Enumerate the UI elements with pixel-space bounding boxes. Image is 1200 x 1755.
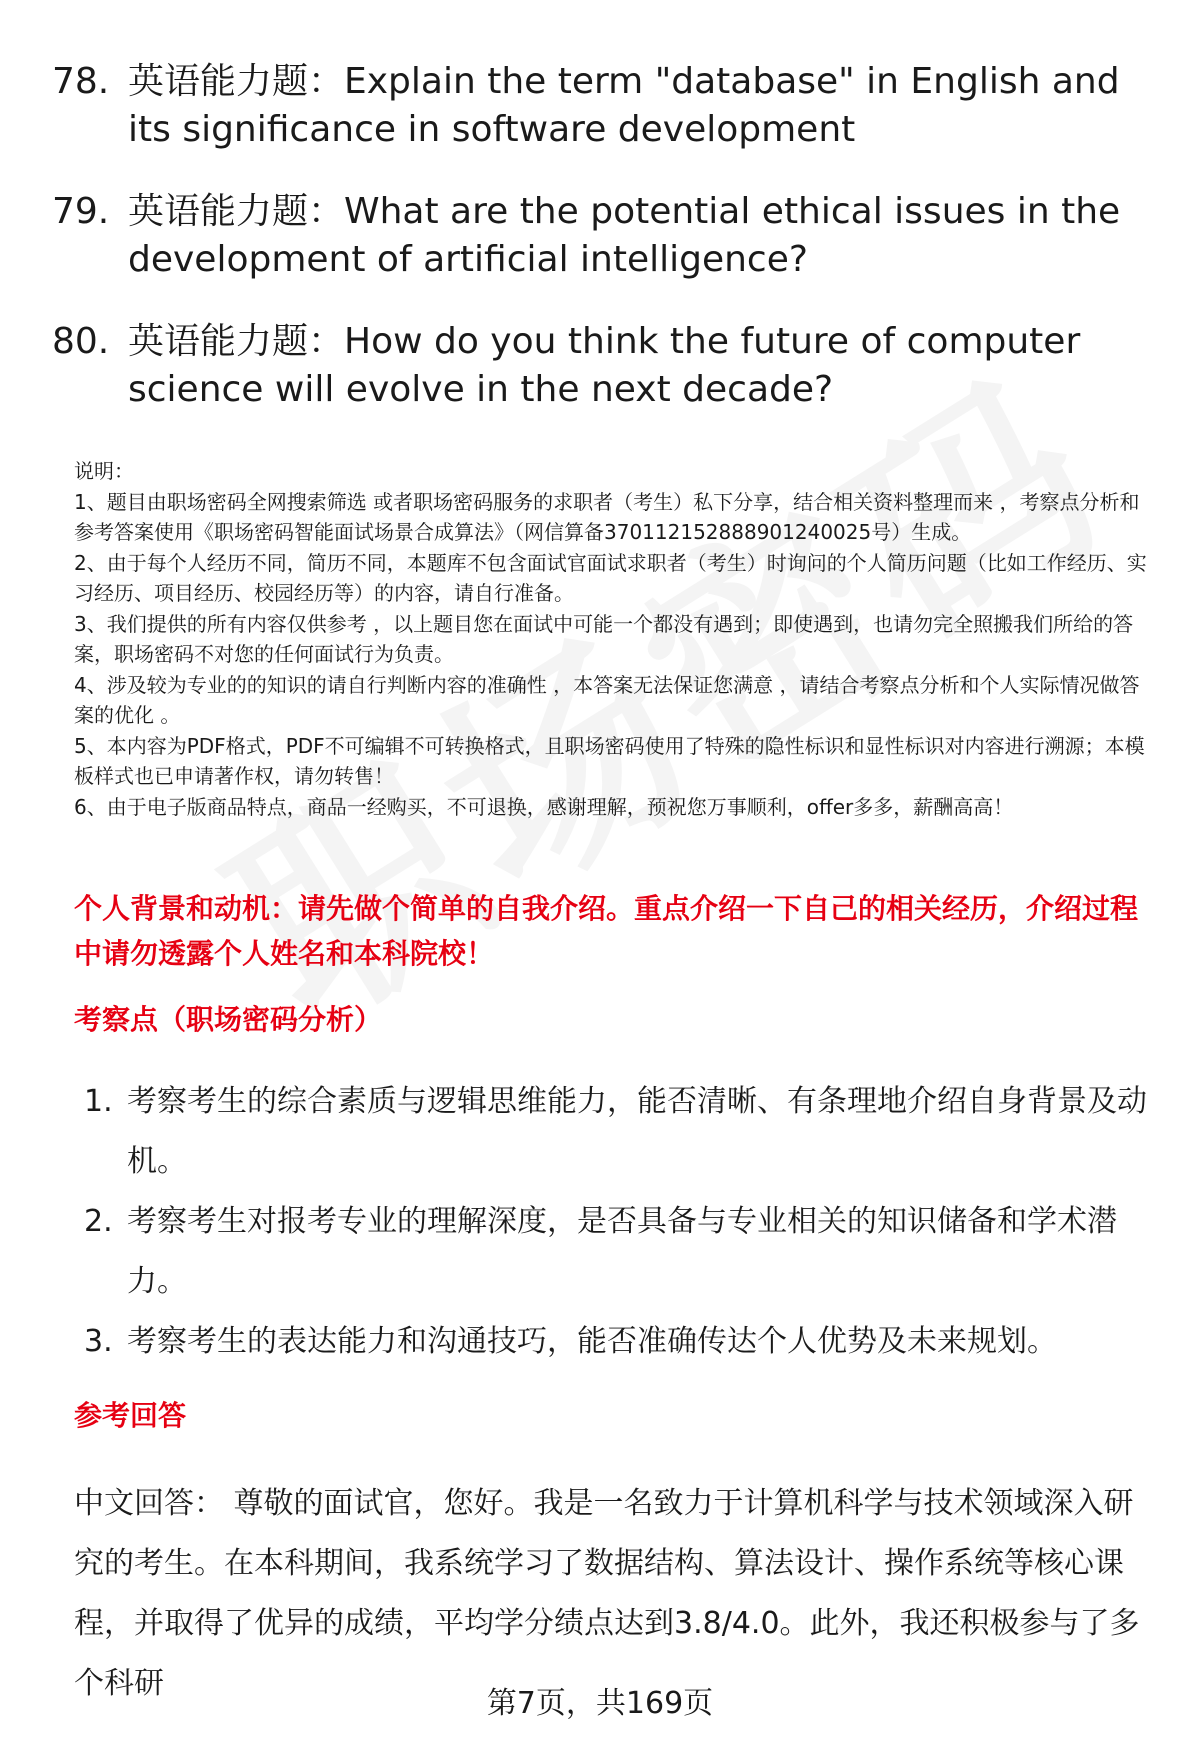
point-item: [84, 1072, 1154, 1192]
point-number: 2.: [84, 1204, 113, 1239]
note-item: 2、由于每个人经历不同，简历不同，本题库不包含面试官面试求职者（考生）时询问的个人简历问题（比如工作经历、实习经历、项目经历、校园经历等）的内容，请自行准备。: [74, 550, 1147, 605]
question-number: 78.: [52, 61, 110, 102]
note-item: 3、我们提供的所有内容仅供参考 ，以上题目您在面试中可能一个都没有遇到；即使遇到，也请勿完全照搬我们所给的答案，职场密码不对您的任何面试行为负责。: [74, 611, 1134, 666]
question-text: 英语能力题：How do you think the future of computer science will evolve in the next decade?: [128, 321, 1081, 410]
question-list: [52, 58, 1152, 448]
question-text: 英语能力题：What are the potential ethical issues in the development of artificial intelligence?: [128, 191, 1121, 280]
question-text: 英语能力题：Explain the term "database" in English and its significance in software development: [128, 61, 1120, 150]
notes-section: [74, 456, 1159, 822]
point-text: 考察考生对报考专业的理解深度，是否具备与专业相关的知识储备和学术潜力。: [127, 1204, 1117, 1299]
background-question: 个人背景和动机：请先做个简单的自我介绍。重点介绍一下自己的相关经历，介绍过程中请勿透露个人姓名和本科院校！: [74, 892, 1139, 970]
note-item: 4、涉及较为专业的的知识的请自行判断内容的准确性 ，本答案无法保证您满意 ，请结合考察点分析和个人实际情况做答案的优化 。: [74, 672, 1140, 727]
point-text: 考察考生的表达能力和沟通技巧，能否准确传达个人优势及未来规划。: [127, 1324, 1057, 1359]
note-item: 6、由于电子版商品特点，商品一经购买，不可退换，感谢理解，预祝您万事顺利，offer多多，薪酬高高！: [74, 794, 1014, 819]
question-item: [52, 58, 1152, 154]
point-item: [84, 1192, 1154, 1312]
note-item: 1、题目由职场密码全网搜索筛选 或者职场密码服务的求职者（考生）私下分享，结合相关资料整理而来 ，考察点分析和参考答案使用《职场密码智能面试场景合成算法》（网信算备370112152888901240025号）生成。: [74, 489, 1140, 544]
points-list: [84, 1072, 1154, 1372]
page-footer: 第7页，共169页: [486, 1686, 714, 1721]
question-number: 79.: [52, 191, 110, 232]
note-item: 5、本内容为PDF格式，PDF不可编辑不可转换格式，且职场密码使用了特殊的隐性标识和显性标识对内容进行溯源；本模板样式也已申请著作权，请勿转售！: [74, 733, 1145, 788]
point-text: 考察考生的综合素质与逻辑思维能力，能否清晰、有条理地介绍自身背景及动机。: [127, 1084, 1147, 1179]
points-heading: 考察点（职场密码分析）: [74, 1003, 383, 1036]
answer-text: 中文回答： 尊敬的面试官，您好。我是一名致力于计算机科学与技术领域深入研究的考生。在本科期间，我系统学习了数据结构、算法设计、操作系统等核心课程，并取得了优异的成绩，平均学分绩点达到3.8/4.0。此外，我还积极参与了多个科研: [74, 1486, 1140, 1701]
question-item: [52, 188, 1152, 284]
question-item: [52, 318, 1152, 414]
point-item: [84, 1312, 1154, 1372]
point-number: 1.: [84, 1084, 113, 1119]
question-number: 80.: [52, 321, 110, 362]
point-number: 3.: [84, 1324, 113, 1359]
answer-heading: 参考回答: [74, 1399, 187, 1432]
notes-heading: 说明：: [74, 459, 134, 483]
